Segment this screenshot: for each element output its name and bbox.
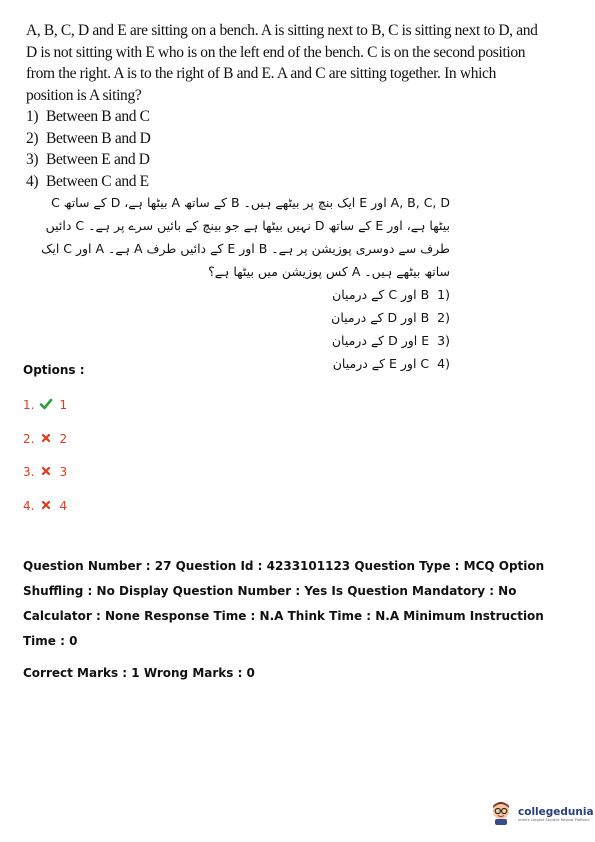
cross-icon <box>39 498 53 512</box>
answer-option <box>23 499 67 533</box>
option-number: (2 <box>437 310 450 325</box>
brand-name: collegedunia <box>518 805 594 818</box>
cross-icon <box>39 431 53 445</box>
question-option-urdu <box>30 352 450 375</box>
question-option <box>26 106 546 128</box>
question-info: Question Number : 27 Question Id : 4233101123 Question Type : MCQ Option Shuffling : No Display Question Number : Yes Is Question Mandatory : No Calculator : None Response Time : N.A Think Time : N.A Minimum Instruction Time : 0 <box>23 559 545 648</box>
option-text: B اور D کے درمیان <box>331 310 430 325</box>
question-text: A, B, C, D and E are sitting on a bench. A is sitting next to B, C is sitting next to D, and D is not sitting with E who is on the left end of the bench. C is on the second position from the right. A is to the right of B and E. A and C are sitting together. In which position is A siting? <box>26 22 538 104</box>
question-option-urdu <box>30 329 450 352</box>
marks-info: Correct Marks : 1 Wrong Marks : 0 <box>23 666 255 680</box>
options-heading: Options : <box>23 363 85 377</box>
answer-option-number: 4. <box>23 498 35 513</box>
option-text: Between E and D <box>46 151 150 168</box>
answer-option-value: 2 <box>59 431 68 446</box>
question-options-list-urdu <box>30 283 450 375</box>
question-urdu <box>30 191 450 375</box>
answer-option-value: 3 <box>59 465 68 479</box>
answer-option-number: 3. <box>23 465 35 479</box>
question-option <box>26 149 546 171</box>
option-text: C اور E کے درمیان <box>332 356 430 371</box>
check-icon <box>39 397 53 411</box>
option-number: 2) <box>26 129 39 147</box>
answer-option-number: 1. <box>23 398 35 412</box>
question-option-urdu <box>30 283 450 306</box>
question-option <box>26 128 546 150</box>
answer-options-list <box>23 398 67 532</box>
answer-option <box>23 465 67 499</box>
option-number: (4 <box>437 356 450 371</box>
answer-option-value: 1 <box>59 398 68 412</box>
question-english <box>26 20 546 192</box>
answer-option-number: 2. <box>23 431 35 446</box>
option-text: E اور D کے درمیان <box>331 333 430 348</box>
answer-option <box>23 432 67 466</box>
option-number: 3) <box>26 151 39 168</box>
option-number: (3 <box>437 333 450 348</box>
option-number: (1 <box>437 287 450 302</box>
student-mascot-icon <box>488 797 514 830</box>
brand-tagline: India's Largest Student Review Platform <box>518 817 590 822</box>
question-option-urdu <box>30 306 450 329</box>
answer-option-value: 4 <box>59 498 68 513</box>
option-text: B اور C کے درمیان <box>332 287 430 302</box>
option-text: Between B and C <box>46 108 150 125</box>
answer-option <box>23 398 67 432</box>
question-text-urdu: A, B, C, D اور E ایک بنچ پر بیٹھے ہیں۔ B کے ساتھ A بیٹھا ہے، D کے ساتھ C بیٹھا ہے، اور E کے ساتھ D نہیں بیٹھا ہے جو بینچ کے بائیں سرے پر ہے۔ C دائیں طرف سے دوسری پوزیشن پر ہے۔ B اور E کے دائیں طرف A ہے۔ A اور C ایک ساتھ بیٹھے ہیں۔ A کس پوزیشن میں بیٹھا ہے؟ <box>41 195 450 279</box>
option-number: 1) <box>26 108 39 125</box>
cross-icon <box>39 464 53 478</box>
question-option <box>26 171 546 193</box>
option-number: 4) <box>26 172 39 190</box>
collegedunia-logo <box>488 797 594 830</box>
question-options-list <box>26 106 546 192</box>
question-metadata <box>23 554 579 686</box>
option-text: Between B and D <box>46 129 151 147</box>
option-text: Between C and E <box>46 172 149 190</box>
